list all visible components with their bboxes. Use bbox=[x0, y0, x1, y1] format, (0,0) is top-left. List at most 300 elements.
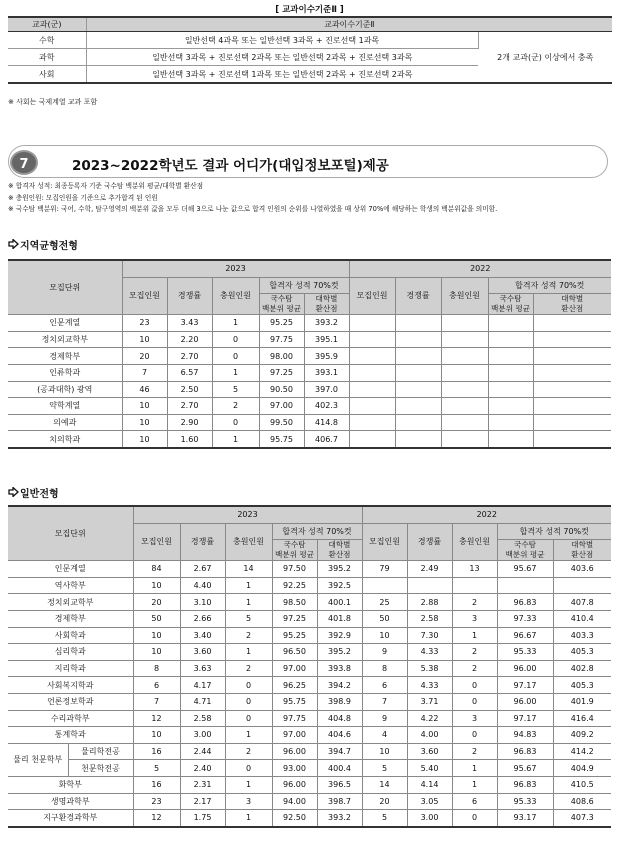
ratio-cell: 3.60 bbox=[407, 743, 452, 760]
ratio-cell: 6.57 bbox=[167, 364, 212, 381]
quota-cell: 50 bbox=[362, 610, 407, 627]
quota-cell: 16 bbox=[133, 776, 180, 793]
quota-cell: 10 bbox=[133, 577, 180, 594]
conv-cell: 404.6 bbox=[317, 727, 362, 744]
conv-cell bbox=[533, 398, 611, 415]
ratio-cell bbox=[395, 315, 441, 332]
section-note: ※ 충원인원: 모집인원을 기준으로 추가합격 된 인원 bbox=[8, 193, 158, 202]
ratio-cell bbox=[395, 431, 441, 448]
criteria-subject: 수학 bbox=[8, 32, 86, 49]
unit-cell: 인문계열 bbox=[8, 315, 122, 332]
quota-cell: 10 bbox=[122, 431, 167, 448]
extra-cell: 0 bbox=[212, 414, 259, 431]
year-2023-header: 2023 bbox=[133, 506, 362, 523]
unit-cell: 의예과 bbox=[8, 414, 122, 431]
extra-cell: 13 bbox=[452, 561, 497, 578]
extra-cell: 6 bbox=[452, 793, 497, 810]
conv-cell: 398.9 bbox=[317, 693, 362, 710]
conv-cell: 409.2 bbox=[553, 727, 611, 744]
conv-cell bbox=[533, 431, 611, 448]
extra-cell: 2 bbox=[452, 660, 497, 677]
arrow-right-icon bbox=[8, 487, 20, 500]
regional-table bbox=[8, 259, 611, 449]
quota-cell: 50 bbox=[133, 610, 180, 627]
ratio-cell: 5.40 bbox=[407, 760, 452, 777]
pct-cell bbox=[488, 381, 533, 398]
conv-cell bbox=[533, 364, 611, 381]
unit-header: 모집단위 bbox=[8, 506, 133, 561]
conv-cell: 393.2 bbox=[304, 315, 349, 332]
section-note: ※ 국수탐 백분위: 국어, 수학, 탐구영역의 백분위 값을 모두 더해 3으로 나눈 값으로 합격 인원의 순위를 나열하였을 때 상위 70%에 해당하는 학생의 백분위값을 의미함. bbox=[8, 205, 498, 213]
conv-cell: 401.9 bbox=[553, 693, 611, 710]
unit-cell: (공과대학) 광역 bbox=[8, 381, 122, 398]
unit-cell: 수리과학부 bbox=[8, 710, 133, 727]
ratio-header: 경쟁률 bbox=[407, 523, 452, 561]
quota-header: 모집인원 bbox=[122, 277, 167, 315]
pct-cell: 94.83 bbox=[497, 727, 553, 744]
table-row bbox=[8, 660, 611, 677]
conv-cell: 414.2 bbox=[553, 743, 611, 760]
pct-header: 국수탐 백분위 평균 bbox=[497, 540, 553, 561]
table-row bbox=[8, 398, 611, 415]
arrow-right-icon bbox=[8, 239, 20, 252]
quota-cell: 8 bbox=[133, 660, 180, 677]
conv-cell: 414.8 bbox=[304, 414, 349, 431]
conv-header: 대학별 환산점 bbox=[533, 294, 611, 315]
pct-cell: 97.75 bbox=[259, 331, 304, 348]
ratio-cell bbox=[395, 331, 441, 348]
year-2023-header: 2023 bbox=[122, 260, 349, 277]
ratio-cell: 3.00 bbox=[407, 810, 452, 827]
extra-cell: 3 bbox=[452, 710, 497, 727]
quota-cell: 9 bbox=[362, 644, 407, 661]
quota-cell bbox=[349, 348, 395, 365]
extra-cell: 0 bbox=[225, 693, 272, 710]
conv-cell: 396.5 bbox=[317, 776, 362, 793]
pct-cell bbox=[488, 414, 533, 431]
conv-cell: 405.3 bbox=[553, 644, 611, 661]
quota-cell: 7 bbox=[122, 364, 167, 381]
quota-cell: 20 bbox=[362, 793, 407, 810]
unit-cell: 통계학과 bbox=[8, 727, 133, 744]
conv-cell: 395.2 bbox=[317, 644, 362, 661]
extra-cell: 0 bbox=[452, 810, 497, 827]
pct-cell: 97.33 bbox=[497, 610, 553, 627]
extra-cell: 1 bbox=[212, 431, 259, 448]
conv-cell: 393.1 bbox=[304, 364, 349, 381]
table-row bbox=[8, 693, 611, 710]
quota-cell: 5 bbox=[362, 810, 407, 827]
ratio-cell: 1.75 bbox=[180, 810, 225, 827]
conv-header: 대학별 환산점 bbox=[304, 294, 349, 315]
conv-header: 대학별 환산점 bbox=[317, 540, 362, 561]
ratio-cell: 2.44 bbox=[180, 743, 225, 760]
general-heading bbox=[8, 485, 59, 500]
conv-cell: 395.1 bbox=[304, 331, 349, 348]
table-row bbox=[8, 710, 611, 727]
year-2022-header: 2022 bbox=[362, 506, 611, 523]
pct-cell: 92.25 bbox=[272, 577, 317, 594]
pct-cell bbox=[488, 315, 533, 332]
quota-cell: 12 bbox=[133, 710, 180, 727]
extra-header: 충원인원 bbox=[441, 277, 488, 315]
quota-cell: 84 bbox=[133, 561, 180, 578]
extra-cell: 1 bbox=[225, 810, 272, 827]
group-cell: 물리 천문학부 bbox=[8, 743, 68, 776]
criteria-note: ※ 사회는 국제계열 교과 포함 bbox=[8, 98, 98, 106]
quota-cell: 6 bbox=[362, 677, 407, 694]
year-2022-header: 2022 bbox=[349, 260, 611, 277]
ratio-cell: 4.71 bbox=[180, 693, 225, 710]
ratio-header: 경쟁률 bbox=[180, 523, 225, 561]
pct-cell: 97.17 bbox=[497, 677, 553, 694]
pct-cell: 97.75 bbox=[272, 710, 317, 727]
unit-cell: 사회학과 bbox=[8, 627, 133, 644]
quota-cell: 7 bbox=[133, 693, 180, 710]
extra-cell: 1 bbox=[225, 727, 272, 744]
extra-cell: 2 bbox=[452, 644, 497, 661]
pct-cell bbox=[488, 398, 533, 415]
extra-cell: 0 bbox=[225, 677, 272, 694]
ratio-cell: 2.31 bbox=[180, 776, 225, 793]
extra-cell: 0 bbox=[225, 710, 272, 727]
conv-cell bbox=[533, 414, 611, 431]
criteria-caption: [ 교과이수기준Ⅱ ] bbox=[275, 5, 344, 15]
extra-cell: 1 bbox=[225, 594, 272, 611]
quota-cell bbox=[349, 331, 395, 348]
pct-cell: 96.25 bbox=[272, 677, 317, 694]
extra-cell: 14 bbox=[225, 561, 272, 578]
cut-header: 합격자 성적 70%컷 bbox=[272, 523, 362, 540]
criteria-table bbox=[8, 16, 612, 84]
pct-header: 국수탐 백분위 평균 bbox=[259, 294, 304, 315]
extra-cell: 1 bbox=[452, 760, 497, 777]
conv-cell: 407.3 bbox=[553, 810, 611, 827]
ratio-cell: 2.66 bbox=[180, 610, 225, 627]
unit-header: 모집단위 bbox=[8, 260, 122, 315]
pct-cell: 95.67 bbox=[497, 561, 553, 578]
ratio-header: 경쟁률 bbox=[167, 277, 212, 315]
table-row bbox=[8, 561, 611, 578]
extra-cell: 1 bbox=[225, 776, 272, 793]
cut-header: 합격자 성적 70%컷 bbox=[488, 277, 611, 294]
pct-cell: 95.67 bbox=[497, 760, 553, 777]
quota-cell: 9 bbox=[362, 710, 407, 727]
ratio-cell: 2.49 bbox=[407, 561, 452, 578]
pct-cell: 96.83 bbox=[497, 743, 553, 760]
pct-cell: 95.33 bbox=[497, 644, 553, 661]
unit-cell: 언론정보학과 bbox=[8, 693, 133, 710]
pct-cell: 97.50 bbox=[272, 561, 317, 578]
conv-cell: 403.6 bbox=[553, 561, 611, 578]
ratio-cell: 3.71 bbox=[407, 693, 452, 710]
extra-cell bbox=[441, 331, 488, 348]
table-row bbox=[8, 810, 611, 827]
quota-cell: 10 bbox=[362, 627, 407, 644]
quota-cell bbox=[349, 381, 395, 398]
conv-cell: 404.8 bbox=[317, 710, 362, 727]
quota-cell: 25 bbox=[362, 594, 407, 611]
ratio-cell: 1.60 bbox=[167, 431, 212, 448]
pct-cell: 99.50 bbox=[259, 414, 304, 431]
table-row bbox=[8, 677, 611, 694]
pct-cell: 96.00 bbox=[497, 693, 553, 710]
extra-header: 충원인원 bbox=[212, 277, 259, 315]
criteria-rule: 일반선택 4과목 또는 일반선택 3과목 + 진로선택 1과목 bbox=[86, 32, 478, 49]
pct-cell: 97.00 bbox=[259, 398, 304, 415]
table-row bbox=[8, 431, 611, 448]
ratio-cell: 2.70 bbox=[167, 348, 212, 365]
conv-cell: 395.2 bbox=[317, 561, 362, 578]
pct-cell: 98.50 bbox=[272, 594, 317, 611]
quota-cell: 10 bbox=[122, 398, 167, 415]
table-row bbox=[8, 776, 611, 793]
conv-cell: 400.1 bbox=[317, 594, 362, 611]
conv-cell bbox=[533, 381, 611, 398]
ratio-cell: 4.33 bbox=[407, 677, 452, 694]
quota-cell: 7 bbox=[362, 693, 407, 710]
pct-cell: 96.50 bbox=[272, 644, 317, 661]
conv-cell: 407.8 bbox=[553, 594, 611, 611]
ratio-cell: 2.50 bbox=[167, 381, 212, 398]
conv-cell: 406.7 bbox=[304, 431, 349, 448]
criteria-rule: 일반선택 3과목 + 진로선택 2과목 또는 일반선택 2과목 + 진로선택 3과목 bbox=[86, 49, 478, 66]
pct-header: 국수탐 백분위 평균 bbox=[488, 294, 533, 315]
general-title: 일반전형 bbox=[20, 489, 59, 500]
conv-cell: 405.3 bbox=[553, 677, 611, 694]
conv-cell bbox=[553, 577, 611, 594]
extra-cell: 2 bbox=[452, 594, 497, 611]
extra-cell: 3 bbox=[225, 793, 272, 810]
ratio-cell: 4.33 bbox=[407, 644, 452, 661]
ratio-cell: 3.10 bbox=[180, 594, 225, 611]
extra-cell: 0 bbox=[452, 693, 497, 710]
quota-header: 모집인원 bbox=[349, 277, 395, 315]
pct-cell bbox=[488, 331, 533, 348]
extra-cell bbox=[441, 414, 488, 431]
extra-cell: 1 bbox=[212, 364, 259, 381]
conv-cell: 398.7 bbox=[317, 793, 362, 810]
pct-header: 국수탐 백분위 평균 bbox=[272, 540, 317, 561]
ratio-cell: 4.17 bbox=[180, 677, 225, 694]
ratio-cell: 5.38 bbox=[407, 660, 452, 677]
ratio-cell: 2.17 bbox=[180, 793, 225, 810]
pct-cell: 97.25 bbox=[272, 610, 317, 627]
pct-cell: 96.00 bbox=[272, 776, 317, 793]
table-row bbox=[8, 348, 611, 365]
ratio-cell: 4.40 bbox=[180, 577, 225, 594]
quota-cell: 8 bbox=[362, 660, 407, 677]
pct-cell bbox=[488, 431, 533, 448]
pct-cell bbox=[488, 348, 533, 365]
unit-cell: 약학계열 bbox=[8, 398, 122, 415]
criteria-rule: 일반선택 3과목 + 진로선택 1과목 또는 일반선택 2과목 + 진로선택 2과목 bbox=[86, 66, 478, 84]
extra-cell: 1 bbox=[212, 315, 259, 332]
extra-cell: 2 bbox=[225, 627, 272, 644]
table-row bbox=[8, 610, 611, 627]
pct-cell: 96.83 bbox=[497, 776, 553, 793]
unit-cell: 정치외교학부 bbox=[8, 331, 122, 348]
quota-cell: 6 bbox=[133, 677, 180, 694]
unit-cell: 인문계열 bbox=[8, 561, 133, 578]
regional-heading bbox=[8, 237, 78, 252]
quota-cell: 5 bbox=[362, 760, 407, 777]
table-row bbox=[8, 381, 611, 398]
criteria-header-subject: 교과(군) bbox=[8, 17, 86, 32]
pct-cell: 93.17 bbox=[497, 810, 553, 827]
quota-cell: 23 bbox=[133, 793, 180, 810]
unit-cell: 지구환경과학부 bbox=[8, 810, 133, 827]
extra-cell: 2 bbox=[225, 660, 272, 677]
criteria-header-rule: 교과이수기준Ⅱ bbox=[86, 17, 612, 32]
ratio-cell: 4.14 bbox=[407, 776, 452, 793]
pct-cell: 97.00 bbox=[272, 660, 317, 677]
conv-cell: 393.2 bbox=[317, 810, 362, 827]
conv-cell: 393.8 bbox=[317, 660, 362, 677]
quota-cell bbox=[349, 315, 395, 332]
quota-cell: 20 bbox=[122, 348, 167, 365]
extra-cell bbox=[452, 577, 497, 594]
extra-cell bbox=[441, 364, 488, 381]
quota-cell: 10 bbox=[362, 743, 407, 760]
regional-title: 지역균형전형 bbox=[20, 241, 78, 252]
table-row bbox=[8, 594, 611, 611]
quota-cell bbox=[349, 398, 395, 415]
conv-cell bbox=[533, 331, 611, 348]
ratio-cell bbox=[395, 364, 441, 381]
pct-cell: 93.00 bbox=[272, 760, 317, 777]
ratio-cell: 3.63 bbox=[180, 660, 225, 677]
section-number-badge: 7 bbox=[10, 150, 38, 175]
ratio-cell bbox=[395, 381, 441, 398]
quota-cell: 10 bbox=[133, 627, 180, 644]
conv-cell: 404.9 bbox=[553, 760, 611, 777]
quota-cell: 10 bbox=[122, 331, 167, 348]
unit-cell: 역사학부 bbox=[8, 577, 133, 594]
extra-cell bbox=[441, 431, 488, 448]
ratio-cell: 2.40 bbox=[180, 760, 225, 777]
extra-cell: 0 bbox=[225, 760, 272, 777]
ratio-cell bbox=[395, 414, 441, 431]
pct-cell: 92.50 bbox=[272, 810, 317, 827]
conv-cell: 402.3 bbox=[304, 398, 349, 415]
pct-cell: 95.25 bbox=[259, 315, 304, 332]
quota-cell: 10 bbox=[133, 727, 180, 744]
conv-cell: 392.5 bbox=[317, 577, 362, 594]
pct-cell bbox=[497, 577, 553, 594]
general-table bbox=[8, 505, 611, 828]
quota-cell: 5 bbox=[133, 760, 180, 777]
conv-cell: 392.9 bbox=[317, 627, 362, 644]
extra-cell: 0 bbox=[212, 331, 259, 348]
table-row bbox=[8, 414, 611, 431]
pct-cell: 95.75 bbox=[272, 693, 317, 710]
extra-header: 충원인원 bbox=[452, 523, 497, 561]
conv-cell: 400.4 bbox=[317, 760, 362, 777]
ratio-header: 경쟁률 bbox=[395, 277, 441, 315]
quota-cell bbox=[349, 364, 395, 381]
pct-cell: 95.25 bbox=[272, 627, 317, 644]
pct-cell: 96.67 bbox=[497, 627, 553, 644]
table-row bbox=[8, 743, 611, 760]
conv-cell: 402.8 bbox=[553, 660, 611, 677]
extra-cell: 1 bbox=[225, 577, 272, 594]
ratio-cell: 2.90 bbox=[167, 414, 212, 431]
table-row bbox=[8, 793, 611, 810]
extra-cell: 1 bbox=[452, 776, 497, 793]
ratio-cell: 3.43 bbox=[167, 315, 212, 332]
unit-cell: 경제학부 bbox=[8, 610, 133, 627]
quota-cell: 23 bbox=[122, 315, 167, 332]
quota-cell bbox=[349, 414, 395, 431]
conv-cell: 408.6 bbox=[553, 793, 611, 810]
ratio-cell: 2.88 bbox=[407, 594, 452, 611]
ratio-cell bbox=[395, 348, 441, 365]
quota-header: 모집인원 bbox=[133, 523, 180, 561]
conv-cell: 395.9 bbox=[304, 348, 349, 365]
ratio-cell: 4.00 bbox=[407, 727, 452, 744]
pct-cell: 94.00 bbox=[272, 793, 317, 810]
unit-cell: 지리학과 bbox=[8, 660, 133, 677]
conv-cell: 394.7 bbox=[317, 743, 362, 760]
table-row bbox=[8, 331, 611, 348]
quota-cell: 79 bbox=[362, 561, 407, 578]
table-row bbox=[8, 577, 611, 594]
quota-cell: 16 bbox=[133, 743, 180, 760]
table-row bbox=[8, 727, 611, 744]
ratio-cell: 3.60 bbox=[180, 644, 225, 661]
pct-cell: 96.00 bbox=[497, 660, 553, 677]
section-note: ※ 합격자 성적: 최종등록자 기준 국수탐 백분위 평균/대학별 환산점 bbox=[8, 182, 204, 190]
criteria-subject: 사회 bbox=[8, 66, 86, 84]
unit-cell: 물리학전공 bbox=[68, 743, 133, 760]
extra-cell: 5 bbox=[225, 610, 272, 627]
ratio-cell: 2.58 bbox=[407, 610, 452, 627]
pct-cell: 97.25 bbox=[259, 364, 304, 381]
ratio-cell: 3.40 bbox=[180, 627, 225, 644]
extra-cell: 3 bbox=[452, 610, 497, 627]
extra-cell bbox=[441, 398, 488, 415]
ratio-cell: 2.58 bbox=[180, 710, 225, 727]
pct-cell: 98.00 bbox=[259, 348, 304, 365]
conv-cell: 403.3 bbox=[553, 627, 611, 644]
criteria-subject: 과학 bbox=[8, 49, 86, 66]
conv-cell: 410.5 bbox=[553, 776, 611, 793]
extra-cell: 5 bbox=[212, 381, 259, 398]
conv-cell bbox=[533, 315, 611, 332]
extra-cell bbox=[441, 315, 488, 332]
quota-cell bbox=[362, 577, 407, 594]
table-row bbox=[8, 644, 611, 661]
extra-cell: 0 bbox=[212, 348, 259, 365]
section-title: 2023~2022학년도 결과 어디가(대입정보포털)제공 bbox=[72, 158, 389, 174]
unit-cell: 화학부 bbox=[8, 776, 133, 793]
section-notes bbox=[8, 181, 497, 216]
extra-cell: 2 bbox=[212, 398, 259, 415]
ratio-cell: 2.70 bbox=[167, 398, 212, 415]
extra-cell: 1 bbox=[452, 627, 497, 644]
table-row bbox=[8, 627, 611, 644]
quota-cell: 46 bbox=[122, 381, 167, 398]
conv-header: 대학별 환산점 bbox=[553, 540, 611, 561]
unit-cell: 경제학부 bbox=[8, 348, 122, 365]
conv-cell: 401.8 bbox=[317, 610, 362, 627]
extra-cell bbox=[441, 381, 488, 398]
quota-cell: 14 bbox=[362, 776, 407, 793]
ratio-cell bbox=[407, 577, 452, 594]
table-row bbox=[8, 315, 611, 332]
conv-cell: 410.4 bbox=[553, 610, 611, 627]
